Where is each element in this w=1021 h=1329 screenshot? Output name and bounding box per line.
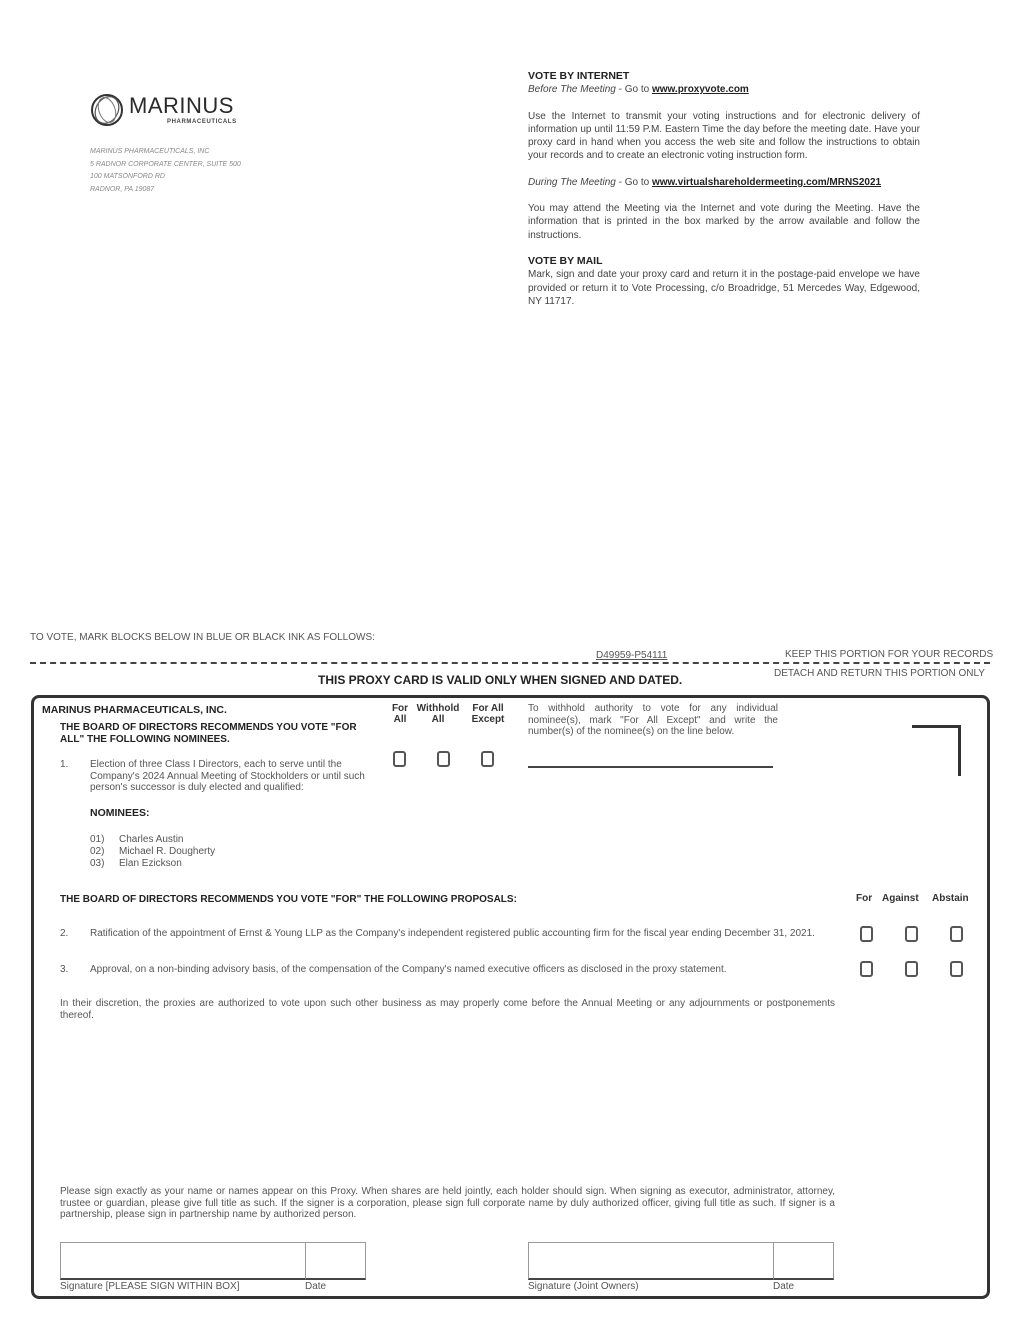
company-name: MARINUS PHARMACEUTICALS, INC. <box>42 704 227 716</box>
recommendation-proposals: THE BOARD OF DIRECTORS RECOMMENDS YOU VOTE "FOR" THE FOLLOWING PROPOSALS: <box>60 894 517 905</box>
col-against: Against <box>882 893 919 904</box>
withhold-instructions: To withhold authority to vote for any individual nominee(s), mark "For All Except" and write the number(s) of the nominee(s) on the line below. <box>528 703 778 737</box>
mark-instructions: TO VOTE, MARK BLOCKS BELOW IN BLUE OR BLACK INK AS FOLLOWS: <box>30 632 375 643</box>
vote-by-mail-text: Mark, sign and date your proxy card and return it in the postage-paid envelope we have provided or return it to Vote Processing, c/o Broadridge, 51 Mercedes Way, Edgewood, NY 11717. <box>528 269 920 307</box>
return-address <box>90 146 241 196</box>
for-all-except-checkbox[interactable] <box>481 751 494 767</box>
address-line: 5 RADNOR CORPORATE CENTER, SUITE 500 <box>90 160 241 168</box>
nominee-number: 02) <box>90 845 105 857</box>
nominee-number: 01) <box>90 834 105 845</box>
goto-text: - Go to <box>615 84 652 96</box>
proposal-text: Approval, on a non-binding advisory basis, of the compensation of the Company's named executive officers as disclosed in the proxy statement. <box>90 964 727 975</box>
joint-signature-label: Signature (Joint Owners) <box>528 1281 639 1292</box>
signing-instructions: Please sign exactly as your name or names appear on this Proxy. When shares are held jointly, each holder should sign. When signing as executor, administrator, attorney, trustee or guardian, please give full title as such. If the signer is a corporation, please sign full corporate name by duly authorized officer, giving full title as such. If signer is a partnership, please sign in partnership name by authorized person. <box>60 1186 835 1220</box>
nominee-item <box>90 858 215 870</box>
col-abstain: Abstain <box>932 893 969 904</box>
proposal-3-for-checkbox[interactable] <box>860 961 873 977</box>
valid-notice: THIS PROXY CARD IS VALID ONLY WHEN SIGNED AND DATED. <box>318 673 683 687</box>
proxyvote-link[interactable]: www.proxyvote.com <box>651 84 749 96</box>
proposal-2-against-checkbox[interactable] <box>905 926 918 942</box>
voting-instructions <box>528 70 920 321</box>
signature-label: Signature [PLEASE SIGN WITHIN BOX] <box>60 1281 240 1292</box>
nominee-number: 03) <box>90 857 105 869</box>
control-code: D49959-P54111 <box>596 650 668 661</box>
proposal-2-abstain-checkbox[interactable] <box>950 926 963 942</box>
nominee-name: Elan Ezickson <box>119 857 182 869</box>
date-label: Date <box>305 1281 327 1292</box>
joint-date-box[interactable] <box>773 1242 834 1280</box>
goto-text: - Go to <box>615 176 652 188</box>
before-meeting-label: Before The Meeting <box>528 84 616 96</box>
discretion-text: In their discretion, the proxies are authorized to vote upon such other business as may properly come before the Annual Meeting or any adjournments or postponements thereof. <box>60 998 835 1021</box>
date-box[interactable] <box>305 1242 366 1280</box>
for-all-checkbox[interactable] <box>393 751 406 767</box>
arrow-box-corner <box>912 725 961 776</box>
joint-date-label: Date <box>773 1281 795 1292</box>
item-number: 1. <box>60 759 69 770</box>
joint-signature-box[interactable] <box>528 1242 774 1280</box>
during-meeting-label: During The Meeting <box>528 176 616 188</box>
proposal-text: Ratification of the appointment of Ernst & Young LLP as the Company's independent registered public accounting firm for the fiscal year ending December 31, 2021. <box>90 928 815 939</box>
vote-by-mail-title: VOTE BY MAIL <box>528 254 603 267</box>
proposal-3-against-checkbox[interactable] <box>905 961 918 977</box>
address-line: RADNOR, PA 19087 <box>90 185 155 193</box>
col-for: For <box>856 893 873 904</box>
keep-portion-label: KEEP THIS PORTION FOR YOUR RECORDS <box>785 649 994 660</box>
proposal-2-for-checkbox[interactable] <box>860 926 873 942</box>
nominee-item <box>90 846 215 858</box>
logo-subtitle: PHARMACEUTICALS <box>167 119 237 125</box>
logo-name: MARINUS <box>129 93 234 118</box>
col-withhold-all: Withhold All <box>416 703 460 725</box>
detach-line <box>30 662 990 664</box>
proposal-number: 2. <box>60 928 69 939</box>
election-proposal-text: Election of three Class I Directors, each to serve until the Company's 2024 Annual Meeting of Stockholders or until such person's successor is duly elected and qualified: <box>90 759 365 793</box>
before-meeting-text: Use the Internet to transmit your voting instructions and for electronic delivery of information up until 11:59 P.M. Eastern Time the day before the meeting date. Have your proxy card in hand when you access the web site and follow the instructions to obtain your records and to create an electronic voting instruction form. <box>528 110 920 162</box>
recommendation-nominees: THE BOARD OF DIRECTORS RECOMMENDS YOU VOTE "FOR ALL" THE FOLLOWING NOMINEES. <box>60 722 357 745</box>
nominee-name: Charles Austin <box>119 834 184 845</box>
col-for-all-except: For All Except <box>471 703 505 725</box>
proposal-3-abstain-checkbox[interactable] <box>950 961 963 977</box>
address-line: 100 MATSONFORD RD <box>90 173 165 180</box>
except-nominee-input[interactable] <box>528 766 773 768</box>
nominees-label: NOMINEES: <box>90 807 150 819</box>
nominee-name: Michael R. Dougherty <box>119 845 216 857</box>
proposal-number: 3. <box>60 964 69 975</box>
signature-box[interactable] <box>60 1242 306 1280</box>
withhold-all-checkbox[interactable] <box>437 751 450 767</box>
marinus-logo-icon <box>89 92 125 128</box>
address-line: MARINUS PHARMACEUTICALS, INC <box>90 148 210 155</box>
during-meeting-text: You may attend the Meeting via the Internet and vote during the Meeting. Have the information that is printed in the box marked by the arrow available and follow the instructions. <box>528 203 920 241</box>
virtual-meeting-link[interactable]: www.virtualshareholdermeeting.com/MRNS2021 <box>651 176 882 188</box>
nominee-item <box>90 834 215 846</box>
detach-portion-label: DETACH AND RETURN THIS PORTION ONLY <box>774 668 985 679</box>
col-for-all: For All <box>391 703 409 725</box>
nominee-list <box>90 834 215 869</box>
vote-by-internet-title: VOTE BY INTERNET <box>528 70 630 82</box>
